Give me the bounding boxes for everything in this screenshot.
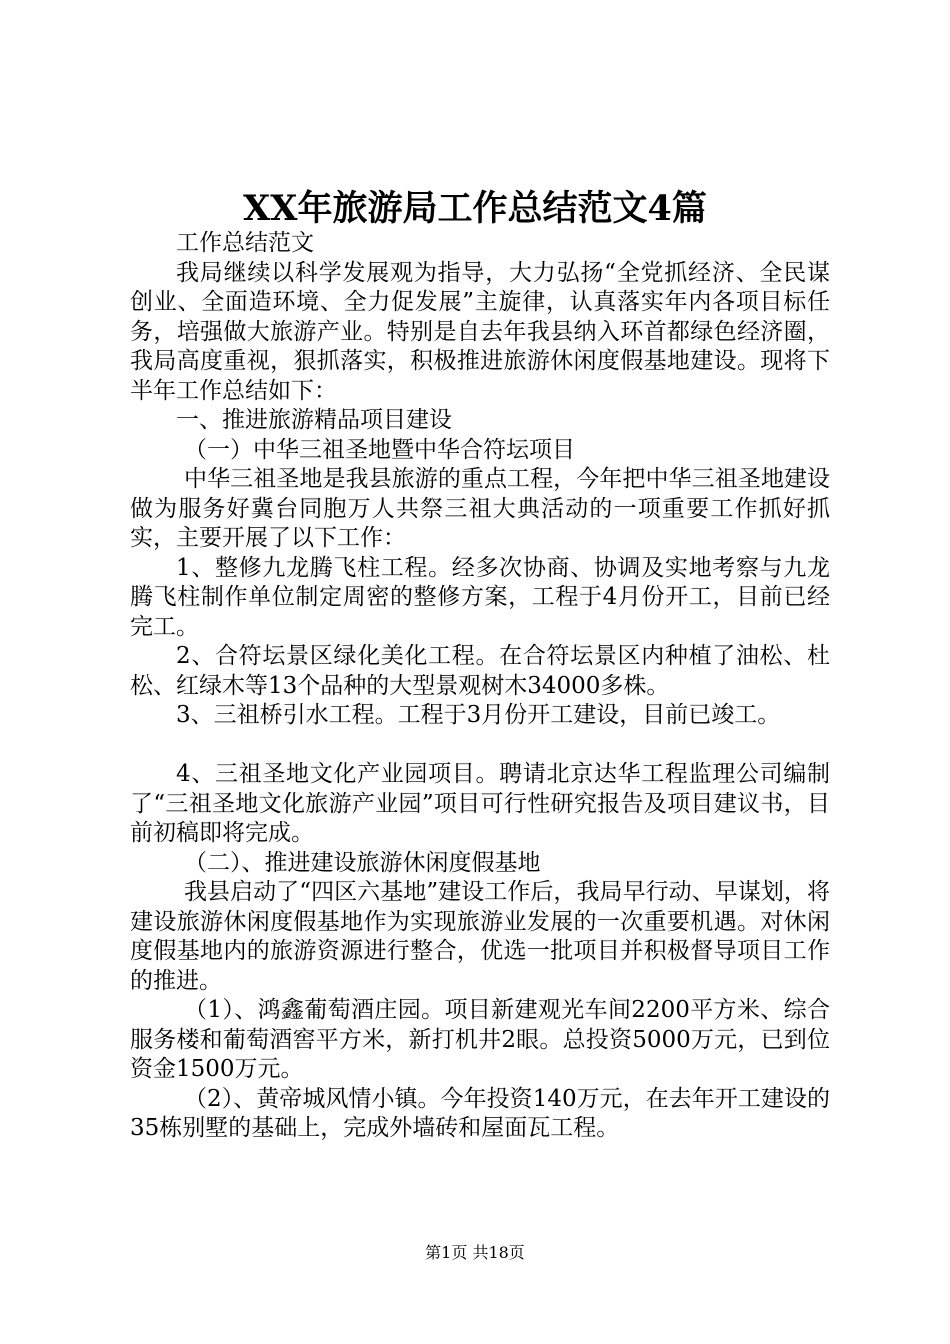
document-title: XX年旅游局工作总结范文4篇	[243, 188, 707, 229]
subsection-heading-1: （一）中华三祖圣地暨中华合符坛项目	[184, 436, 575, 463]
paragraph-intro: 我局继续以科学发展观为指导，大力弘扬“全党抓经济、全民谋创业、全面造环境、全力促发展”主旋律，认真落实年内各项目标任务，培强做大旅游产业。特别是自去年我县纳入环首都绿色经济圈，我局高度重视，狠抓落实，积极推进旅游休闲度假基地建设。现将下半年工作总结如下：	[130, 259, 830, 404]
paragraph-base-overview: 我县启动了“四区六基地”建设工作后，我局早行动、早谋划，将建设旅游休闲度假基地作为实现旅游业发展的一次重要机遇。对休闲度假基地内的旅游资源进行整合，优选一批项目并积极督导项目工作的推进。	[130, 879, 830, 994]
section-heading-1: 一、推进旅游精品项目建设	[176, 407, 452, 433]
list-item-3: 3、三祖桥引水工程。工程于3月份开工建设，目前已竣工。	[176, 702, 781, 728]
list-item-paren-2: （2）、黄帝城风情小镇。今年投资140万元，在去年开工建设的35栋别墅的基础上，完成外墙砖和屋面瓦工程。	[130, 1085, 830, 1141]
paragraph-sanzu-overview: 中华三祖圣地是我县旅游的重点工程，今年把中华三祖圣地建设做为服务好冀台同胞万人共祭三祖大典活动的一项重要工作抓好抓实，主要开展了以下工作：	[130, 466, 830, 551]
list-item-1: 1、整修九龙腾飞柱工程。经多次协商、协调及实地考察与九龙腾飞柱制作单位制定周密的整修方案，工程于4月份开工，目前已经完工。	[130, 554, 830, 640]
list-item-4: 4、三祖圣地文化产业园项目。聘请北京达华工程监理公司编制了“三祖圣地文化旅游产业园”项目可行性研究报告及项目建议书，目前初稿即将完成。	[130, 761, 830, 846]
list-item-2: 2、合符坛景区绿化美化工程。在合符坛景区内种植了油松、杜松、红绿木等13个品种的大型景观树木34000多株。	[130, 643, 830, 699]
page-footer: 第1页 共18页	[425, 1243, 525, 1262]
subsection-heading-2: （二）、推进建设旅游休闲度假基地	[184, 849, 541, 876]
document-body	[130, 229, 830, 1144]
blank-line	[130, 731, 830, 761]
paragraph-subtitle: 工作总结范文	[176, 230, 314, 256]
list-item-paren-1: （1）、鸿鑫葡萄酒庄园。项目新建观光车间2200平方米、综合服务楼和葡萄酒窖平方米，新打机井2眼。总投资5000万元，已到位资金1500万元。	[130, 997, 830, 1082]
